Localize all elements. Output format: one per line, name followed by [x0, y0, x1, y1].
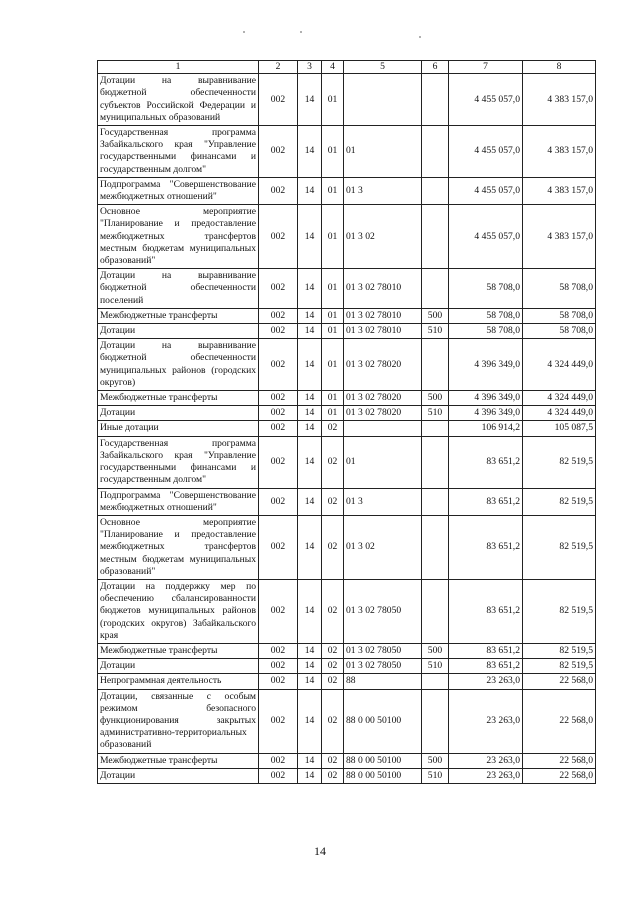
row-name-cell: Подпрограмма "Совершенствование межбюджетных отношений": [98, 177, 259, 204]
target-article-cell: 01 3 02 78020: [344, 406, 422, 421]
amount-year1-cell: 58 708,0: [449, 308, 523, 323]
row-name-cell: Дотации на выравнивание бюджетной обеспеченности муниципальных районов (городских округов): [98, 339, 259, 391]
subsection-code-cell: 01: [322, 391, 344, 406]
row-name-cell: Дотации: [98, 406, 259, 421]
admin-code-cell: 002: [259, 269, 298, 309]
target-article-cell: 01 3 02 78020: [344, 339, 422, 391]
expense-type-cell: 500: [422, 391, 449, 406]
row-name-cell: Подпрограмма "Совершенствование межбюджетных отношений": [98, 488, 259, 515]
section-code-cell: 14: [298, 339, 322, 391]
column-header: 5: [344, 61, 422, 74]
row-name-cell: Дотации на поддержку мер по обеспечению сбалансированности бюджетов муниципальных районов (городских округов) Забайкальского края: [98, 579, 259, 643]
subsection-code-cell: 02: [322, 689, 344, 753]
section-code-cell: 14: [298, 753, 322, 768]
amount-year2-cell: 58 708,0: [523, 269, 596, 309]
table-row: [98, 659, 596, 674]
table-row: [98, 177, 596, 204]
subsection-code-cell: 01: [322, 339, 344, 391]
row-name-cell: Основное мероприятие "Планирование и предоставление межбюджетных трансфертов местным бюджетам муниципальных образований": [98, 515, 259, 579]
amount-year2-cell: 105 087,5: [523, 421, 596, 436]
target-article-cell: 01 3 02 78010: [344, 308, 422, 323]
subsection-code-cell: 02: [322, 488, 344, 515]
table-row: [98, 324, 596, 339]
row-name-cell: Дотации: [98, 659, 259, 674]
table-row: [98, 515, 596, 579]
column-header: 7: [449, 61, 523, 74]
table-row: [98, 205, 596, 269]
amount-year2-cell: 4 383 157,0: [523, 126, 596, 178]
admin-code-cell: 002: [259, 753, 298, 768]
amount-year1-cell: 4 455 057,0: [449, 74, 523, 126]
admin-code-cell: 002: [259, 659, 298, 674]
target-article-cell: 01 3 02 78020: [344, 391, 422, 406]
row-name-cell: Иные дотации: [98, 421, 259, 436]
page-number: 14: [314, 844, 326, 858]
admin-code-cell: 002: [259, 324, 298, 339]
expense-type-cell: 510: [422, 324, 449, 339]
expense-type-cell: [422, 436, 449, 488]
amount-year2-cell: 82 519,5: [523, 579, 596, 643]
admin-code-cell: 002: [259, 339, 298, 391]
admin-code-cell: 002: [259, 205, 298, 269]
row-name-cell: Государственная программа Забайкальского края "Управление государственными финансами и государственным долгом": [98, 126, 259, 178]
scan-speck: [419, 36, 421, 38]
section-code-cell: 14: [298, 74, 322, 126]
target-article-cell: [344, 421, 422, 436]
row-name-cell: Основное мероприятие "Планирование и предоставление межбюджетных трансфертов местным бюджетам муниципальных образований": [98, 205, 259, 269]
section-code-cell: 14: [298, 643, 322, 658]
expense-type-cell: [422, 205, 449, 269]
target-article-cell: 01 3: [344, 177, 422, 204]
subsection-code-cell: 02: [322, 674, 344, 689]
subsection-code-cell: 01: [322, 74, 344, 126]
column-header: 2: [259, 61, 298, 74]
amount-year2-cell: 58 708,0: [523, 308, 596, 323]
table-row: [98, 436, 596, 488]
section-code-cell: 14: [298, 659, 322, 674]
section-code-cell: 14: [298, 177, 322, 204]
column-header: 3: [298, 61, 322, 74]
amount-year2-cell: 22 568,0: [523, 768, 596, 783]
amount-year1-cell: 106 914,2: [449, 421, 523, 436]
expense-type-cell: 510: [422, 768, 449, 783]
scan-speck: [243, 31, 245, 33]
admin-code-cell: 002: [259, 421, 298, 436]
target-article-cell: 01 3: [344, 488, 422, 515]
expense-type-cell: [422, 421, 449, 436]
target-article-cell: 88 0 00 50100: [344, 768, 422, 783]
table-row: [98, 753, 596, 768]
amount-year1-cell: 4 455 057,0: [449, 126, 523, 178]
expense-type-cell: [422, 515, 449, 579]
row-name-cell: Непрограммная деятельность: [98, 674, 259, 689]
amount-year2-cell: 4 383 157,0: [523, 74, 596, 126]
subsection-code-cell: 01: [322, 308, 344, 323]
expense-type-cell: 500: [422, 753, 449, 768]
table-row: [98, 579, 596, 643]
table-row: [98, 768, 596, 783]
target-article-cell: 01 3 02 78050: [344, 643, 422, 658]
section-code-cell: 14: [298, 391, 322, 406]
section-code-cell: 14: [298, 406, 322, 421]
admin-code-cell: 002: [259, 391, 298, 406]
amount-year1-cell: 23 263,0: [449, 674, 523, 689]
subsection-code-cell: 02: [322, 515, 344, 579]
admin-code-cell: 002: [259, 488, 298, 515]
subsection-code-cell: 01: [322, 205, 344, 269]
amount-year1-cell: 23 263,0: [449, 689, 523, 753]
admin-code-cell: 002: [259, 74, 298, 126]
column-header: 1: [98, 61, 259, 74]
amount-year1-cell: 4 396 349,0: [449, 391, 523, 406]
subsection-code-cell: 02: [322, 579, 344, 643]
section-code-cell: 14: [298, 269, 322, 309]
table-row: [98, 689, 596, 753]
table-row: [98, 391, 596, 406]
expense-type-cell: 500: [422, 308, 449, 323]
subsection-code-cell: 02: [322, 436, 344, 488]
expense-type-cell: [422, 339, 449, 391]
row-name-cell: Межбюджетные трансферты: [98, 391, 259, 406]
expense-type-cell: [422, 74, 449, 126]
admin-code-cell: 002: [259, 643, 298, 658]
table-row: [98, 74, 596, 126]
section-code-cell: 14: [298, 488, 322, 515]
admin-code-cell: 002: [259, 674, 298, 689]
amount-year2-cell: 4 324 449,0: [523, 339, 596, 391]
section-code-cell: 14: [298, 674, 322, 689]
amount-year1-cell: 4 396 349,0: [449, 339, 523, 391]
row-name-cell: Дотации: [98, 768, 259, 783]
admin-code-cell: 002: [259, 768, 298, 783]
subsection-code-cell: 01: [322, 177, 344, 204]
admin-code-cell: 002: [259, 689, 298, 753]
scan-speck: [300, 31, 302, 33]
amount-year2-cell: 82 519,5: [523, 659, 596, 674]
target-article-cell: 01 3 02: [344, 205, 422, 269]
expense-type-cell: [422, 177, 449, 204]
section-code-cell: 14: [298, 768, 322, 783]
target-article-cell: 88 0 00 50100: [344, 753, 422, 768]
admin-code-cell: 002: [259, 177, 298, 204]
section-code-cell: 14: [298, 205, 322, 269]
table-row: [98, 643, 596, 658]
table-row: [98, 269, 596, 309]
amount-year1-cell: 23 263,0: [449, 768, 523, 783]
section-code-cell: 14: [298, 579, 322, 643]
amount-year2-cell: 82 519,5: [523, 488, 596, 515]
row-name-cell: Дотации: [98, 324, 259, 339]
target-article-cell: 01: [344, 126, 422, 178]
amount-year1-cell: 83 651,2: [449, 488, 523, 515]
target-article-cell: 01 3 02 78050: [344, 579, 422, 643]
amount-year1-cell: 23 263,0: [449, 753, 523, 768]
amount-year2-cell: 4 324 449,0: [523, 391, 596, 406]
amount-year2-cell: 4 324 449,0: [523, 406, 596, 421]
section-code-cell: 14: [298, 308, 322, 323]
target-article-cell: 01 3 02 78050: [344, 659, 422, 674]
column-header: 8: [523, 61, 596, 74]
table-header-row: [98, 61, 596, 74]
expense-type-cell: [422, 579, 449, 643]
amount-year2-cell: 22 568,0: [523, 674, 596, 689]
amount-year2-cell: 4 383 157,0: [523, 205, 596, 269]
amount-year1-cell: 58 708,0: [449, 324, 523, 339]
expense-type-cell: [422, 674, 449, 689]
subsection-code-cell: 01: [322, 269, 344, 309]
row-name-cell: Государственная программа Забайкальского края "Управление государственными финансами и государственным долгом": [98, 436, 259, 488]
expense-type-cell: [422, 126, 449, 178]
subsection-code-cell: 02: [322, 421, 344, 436]
admin-code-cell: 002: [259, 308, 298, 323]
admin-code-cell: 002: [259, 126, 298, 178]
section-code-cell: 14: [298, 421, 322, 436]
table-row: [98, 339, 596, 391]
amount-year2-cell: 4 383 157,0: [523, 177, 596, 204]
amount-year2-cell: 58 708,0: [523, 324, 596, 339]
table-row: [98, 126, 596, 178]
amount-year1-cell: 4 455 057,0: [449, 205, 523, 269]
table-row: [98, 674, 596, 689]
amount-year2-cell: 22 568,0: [523, 689, 596, 753]
column-header: 6: [422, 61, 449, 74]
admin-code-cell: 002: [259, 436, 298, 488]
expense-type-cell: [422, 488, 449, 515]
row-name-cell: Межбюджетные трансферты: [98, 643, 259, 658]
amount-year1-cell: 83 651,2: [449, 659, 523, 674]
amount-year1-cell: 83 651,2: [449, 643, 523, 658]
row-name-cell: Дотации, связанные с особым режимом безопасного функционирования закрытых административно-территориальных образований: [98, 689, 259, 753]
amount-year1-cell: 83 651,2: [449, 436, 523, 488]
row-name-cell: Дотации на выравнивание бюджетной обеспеченности субъектов Российской Федерации и муниципальных образований: [98, 74, 259, 126]
amount-year1-cell: 4 396 349,0: [449, 406, 523, 421]
expense-type-cell: [422, 269, 449, 309]
target-article-cell: 88: [344, 674, 422, 689]
amount-year1-cell: 58 708,0: [449, 269, 523, 309]
expense-type-cell: [422, 689, 449, 753]
subsection-code-cell: 01: [322, 126, 344, 178]
table-row: [98, 308, 596, 323]
column-header: 4: [322, 61, 344, 74]
section-code-cell: 14: [298, 689, 322, 753]
subsection-code-cell: 02: [322, 643, 344, 658]
target-article-cell: 01 3 02 78010: [344, 269, 422, 309]
section-code-cell: 14: [298, 515, 322, 579]
expense-type-cell: 510: [422, 659, 449, 674]
amount-year2-cell: 22 568,0: [523, 753, 596, 768]
subsection-code-cell: 02: [322, 768, 344, 783]
subsection-code-cell: 01: [322, 406, 344, 421]
target-article-cell: 01 3 02: [344, 515, 422, 579]
amount-year1-cell: 4 455 057,0: [449, 177, 523, 204]
amount-year1-cell: 83 651,2: [449, 515, 523, 579]
row-name-cell: Дотации на выравнивание бюджетной обеспеченности поселений: [98, 269, 259, 309]
subsection-code-cell: 02: [322, 659, 344, 674]
target-article-cell: [344, 74, 422, 126]
section-code-cell: 14: [298, 324, 322, 339]
row-name-cell: Межбюджетные трансферты: [98, 308, 259, 323]
amount-year1-cell: 83 651,2: [449, 579, 523, 643]
amount-year2-cell: 82 519,5: [523, 515, 596, 579]
table-row: [98, 421, 596, 436]
table-row: [98, 406, 596, 421]
section-code-cell: 14: [298, 126, 322, 178]
subsection-code-cell: 01: [322, 324, 344, 339]
target-article-cell: 01 3 02 78010: [344, 324, 422, 339]
admin-code-cell: 002: [259, 406, 298, 421]
amount-year2-cell: 82 519,5: [523, 643, 596, 658]
subsection-code-cell: 02: [322, 753, 344, 768]
target-article-cell: 01: [344, 436, 422, 488]
amount-year2-cell: 82 519,5: [523, 436, 596, 488]
expense-type-cell: 500: [422, 643, 449, 658]
admin-code-cell: 002: [259, 579, 298, 643]
row-name-cell: Межбюджетные трансферты: [98, 753, 259, 768]
budget-table: [97, 60, 596, 784]
table-row: [98, 488, 596, 515]
target-article-cell: 88 0 00 50100: [344, 689, 422, 753]
section-code-cell: 14: [298, 436, 322, 488]
expense-type-cell: 510: [422, 406, 449, 421]
admin-code-cell: 002: [259, 515, 298, 579]
